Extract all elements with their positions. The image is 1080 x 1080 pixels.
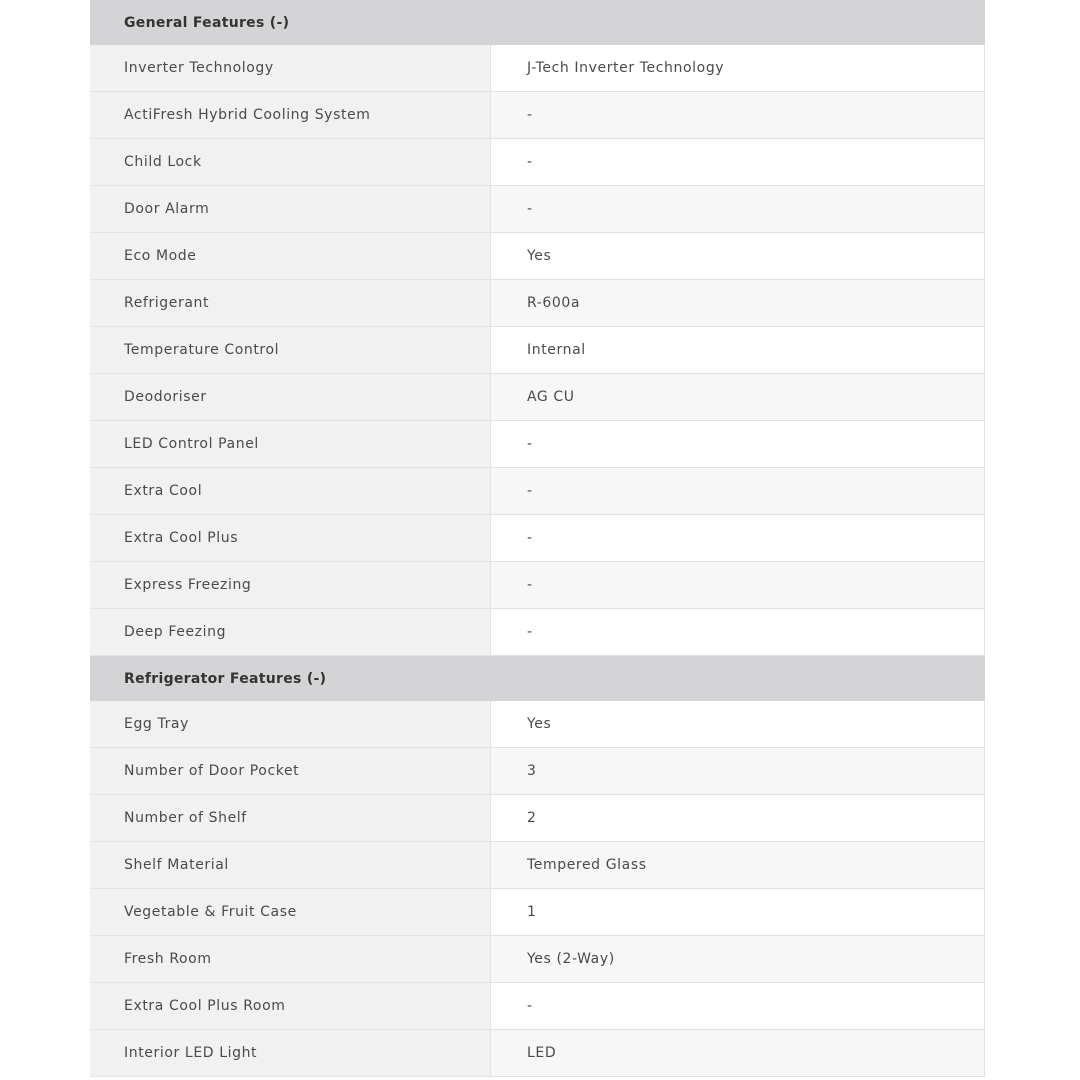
spec-value: - [491, 421, 985, 467]
table-row [90, 795, 985, 842]
spec-label: Extra Cool Plus Room [90, 983, 491, 1029]
spec-label: Deep Feezing [90, 609, 491, 655]
spec-label: Fresh Room [90, 936, 491, 982]
table-row [90, 327, 985, 374]
table-row [90, 936, 985, 983]
spec-label: ActiFresh Hybrid Cooling System [90, 92, 491, 138]
table-row [90, 45, 985, 92]
spec-label: Express Freezing [90, 562, 491, 608]
spec-label: Extra Cool Plus [90, 515, 491, 561]
spec-value: - [491, 468, 985, 514]
spec-value: 2 [491, 795, 985, 841]
spec-label: Extra Cool [90, 468, 491, 514]
section-title: General Features (-) [124, 14, 290, 31]
table-row [90, 92, 985, 139]
table-row [90, 186, 985, 233]
specifications-table [90, 0, 985, 1077]
spec-value: - [491, 139, 985, 185]
spec-label: Interior LED Light [90, 1030, 491, 1076]
table-row [90, 609, 985, 656]
spec-label: Temperature Control [90, 327, 491, 373]
spec-value: Yes [491, 701, 985, 747]
spec-value: - [491, 983, 985, 1029]
table-row [90, 280, 985, 327]
spec-label: Number of Shelf [90, 795, 491, 841]
spec-value: J-Tech Inverter Technology [491, 45, 985, 91]
spec-label: Child Lock [90, 139, 491, 185]
spec-value: 3 [491, 748, 985, 794]
spec-value: LED [491, 1030, 985, 1076]
table-row [90, 468, 985, 515]
section-title: Refrigerator Features (-) [124, 670, 327, 687]
spec-label: Eco Mode [90, 233, 491, 279]
table-row [90, 562, 985, 609]
table-row [90, 374, 985, 421]
table-row [90, 139, 985, 186]
spec-value: Tempered Glass [491, 842, 985, 888]
spec-label: Vegetable & Fruit Case [90, 889, 491, 935]
table-row [90, 515, 985, 562]
spec-value: Yes [491, 233, 985, 279]
spec-label: Door Alarm [90, 186, 491, 232]
spec-label: Shelf Material [90, 842, 491, 888]
table-row [90, 748, 985, 795]
spec-label: LED Control Panel [90, 421, 491, 467]
spec-value: - [491, 609, 985, 655]
spec-value: - [491, 92, 985, 138]
table-row [90, 421, 985, 468]
table-row [90, 233, 985, 280]
spec-value: 1 [491, 889, 985, 935]
spec-label: Inverter Technology [90, 45, 491, 91]
spec-label: Refrigerant [90, 280, 491, 326]
section-header-refrigerator-features[interactable] [90, 656, 985, 701]
spec-label: Deodoriser [90, 374, 491, 420]
table-row [90, 701, 985, 748]
table-row [90, 1030, 985, 1077]
spec-value: Yes (2-Way) [491, 936, 985, 982]
spec-label: Number of Door Pocket [90, 748, 491, 794]
spec-label: Egg Tray [90, 701, 491, 747]
spec-value: - [491, 186, 985, 232]
spec-value: - [491, 562, 985, 608]
spec-value: - [491, 515, 985, 561]
table-row [90, 983, 985, 1030]
table-row [90, 842, 985, 889]
spec-value: R-600a [491, 280, 985, 326]
spec-value: AG CU [491, 374, 985, 420]
table-row [90, 889, 985, 936]
spec-value: Internal [491, 327, 985, 373]
section-header-general-features[interactable] [90, 0, 985, 45]
